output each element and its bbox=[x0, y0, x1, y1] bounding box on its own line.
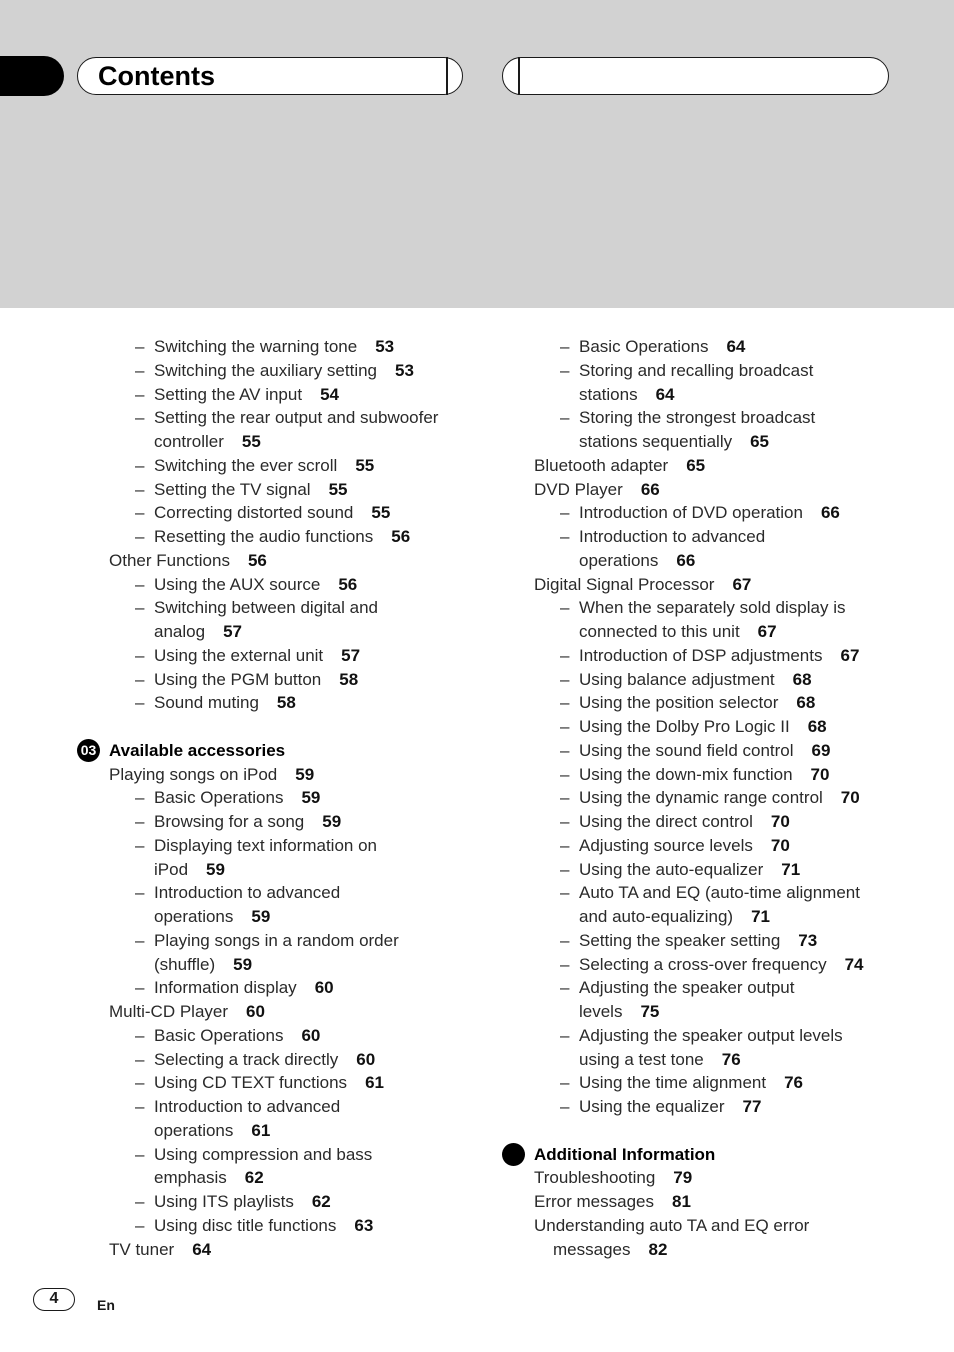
toc-page-number: 59 bbox=[322, 812, 342, 831]
toc-entry-text: emphasis bbox=[154, 1168, 227, 1188]
dash-bullet: – bbox=[135, 527, 145, 546]
dash-bullet: – bbox=[560, 835, 570, 855]
toc-subentry[interactable] bbox=[560, 336, 746, 358]
toc-subentry[interactable] bbox=[560, 407, 816, 429]
toc-entry-text: analog bbox=[154, 622, 206, 641]
dash-bullet: – bbox=[560, 1073, 570, 1093]
toc-page-number: 65 bbox=[686, 455, 706, 475]
toc-subentry[interactable] bbox=[560, 1096, 762, 1118]
toc-entry-text: Switching the ever scroll bbox=[154, 455, 338, 475]
toc-subentry[interactable] bbox=[135, 787, 321, 809]
toc-subentry[interactable] bbox=[560, 526, 766, 548]
toc-subentry[interactable] bbox=[135, 1191, 331, 1213]
toc-entry-text: When the separately sold display is bbox=[579, 598, 846, 618]
toc-entry-text: Switching the auxiliary setting bbox=[154, 360, 378, 380]
dash-bullet: – bbox=[135, 1073, 145, 1093]
dash-bullet: – bbox=[135, 455, 145, 475]
dash-bullet: – bbox=[560, 598, 570, 618]
toc-entry-continuation[interactable] bbox=[154, 1167, 264, 1189]
dash-bullet: – bbox=[560, 717, 570, 736]
toc-subentry[interactable] bbox=[560, 692, 816, 714]
toc-entry[interactable] bbox=[534, 479, 660, 501]
toc-page-number: 66 bbox=[640, 479, 660, 499]
dash-bullet: – bbox=[560, 645, 570, 665]
toc-entry-text: Using the dynamic range control bbox=[579, 788, 823, 808]
toc-entry-text: connected to this unit bbox=[579, 622, 740, 641]
toc-entry-text: Introduction to advanced bbox=[579, 527, 766, 546]
toc-page-number: 66 bbox=[820, 503, 840, 523]
dash-bullet: – bbox=[135, 337, 145, 356]
toc-page-number: 60 bbox=[314, 978, 334, 998]
dash-bullet: – bbox=[135, 1049, 145, 1069]
toc-subentry[interactable] bbox=[135, 692, 296, 714]
toc-entry-continuation[interactable] bbox=[154, 859, 225, 881]
toc-entry-text: Adjusting the speaker output bbox=[579, 978, 795, 998]
toc-subentry[interactable] bbox=[560, 954, 864, 976]
toc-page-number: 71 bbox=[781, 859, 801, 879]
dash-bullet: – bbox=[560, 740, 570, 760]
toc-entry-text: Adjusting the speaker output levels bbox=[579, 1025, 843, 1045]
toc-page-number: 65 bbox=[750, 432, 770, 451]
blank-frame bbox=[502, 57, 889, 95]
toc-subentry[interactable] bbox=[560, 930, 818, 952]
toc-entry-continuation[interactable] bbox=[154, 1120, 270, 1142]
toc-subentry[interactable] bbox=[135, 645, 361, 667]
toc-entry-text: Using the direct control bbox=[579, 812, 753, 831]
toc-entry-text: Basic Operations bbox=[154, 1025, 284, 1045]
toc-page-number: 56 bbox=[247, 550, 267, 570]
toc-entry-text: iPod bbox=[154, 859, 189, 879]
dash-bullet: – bbox=[135, 1192, 145, 1211]
toc-entry-text: Using compression and bass bbox=[154, 1144, 373, 1164]
toc-page-number: 71 bbox=[751, 907, 770, 926]
toc-page-number: 59 bbox=[233, 954, 253, 974]
toc-entry-text: Using the Dolby Pro Logic II bbox=[579, 717, 790, 736]
page-number: 4 bbox=[33, 1288, 75, 1311]
chapter-badge-icon: 03 bbox=[77, 739, 100, 762]
toc-page-number: 67 bbox=[840, 645, 860, 665]
toc-subentry[interactable] bbox=[560, 764, 830, 786]
toc-entry-text: Available accessories bbox=[109, 740, 286, 760]
toc-entry-text: Error messages bbox=[534, 1192, 654, 1211]
dash-bullet: – bbox=[560, 669, 570, 689]
toc-page-number: 54 bbox=[320, 384, 339, 404]
dash-bullet: – bbox=[135, 360, 145, 380]
toc-entry-text: operations bbox=[154, 1120, 234, 1140]
toc-subentry[interactable] bbox=[135, 574, 358, 596]
toc-entry-text: Auto TA and EQ (auto-time alignment bbox=[579, 883, 860, 903]
toc-entry-text: Setting the TV signal bbox=[154, 479, 311, 499]
toc-page-number: 55 bbox=[241, 432, 261, 451]
toc-page-number: 82 bbox=[648, 1239, 668, 1259]
blank-frame-divider bbox=[518, 57, 520, 95]
toc-entry-text: Resetting the audio functions bbox=[154, 527, 374, 546]
toc-page-number: 74 bbox=[844, 954, 864, 974]
toc-entry-text: Playing songs in a random order bbox=[154, 930, 399, 950]
dash-bullet: – bbox=[135, 669, 145, 689]
toc-entry-text: levels bbox=[579, 1002, 623, 1021]
toc-subentry[interactable] bbox=[135, 336, 395, 358]
toc-entry-text: Introduction to advanced bbox=[154, 1097, 341, 1116]
toc-page-number: 56 bbox=[338, 574, 358, 594]
dash-bullet: – bbox=[135, 812, 145, 831]
toc-subentry[interactable] bbox=[135, 384, 339, 406]
page-title: Contents bbox=[98, 61, 215, 91]
toc-page-number: 75 bbox=[640, 1002, 660, 1021]
toc-entry-text: Using the PGM button bbox=[154, 669, 322, 689]
toc-page-number: 62 bbox=[311, 1192, 331, 1211]
dash-bullet: – bbox=[135, 1097, 145, 1116]
dash-bullet: – bbox=[135, 788, 145, 808]
toc-entry-text: Setting the rear output and subwoofer bbox=[154, 408, 439, 428]
toc-entry-text: Using the auto-equalizer bbox=[579, 859, 764, 879]
toc-subentry[interactable] bbox=[135, 669, 359, 691]
toc-entry-text: (shuffle) bbox=[154, 954, 216, 974]
toc-entry-continuation[interactable] bbox=[579, 550, 695, 572]
toc-entry-continuation[interactable] bbox=[154, 431, 261, 453]
toc-entry[interactable] bbox=[534, 1167, 692, 1189]
toc-entry-text: operations bbox=[579, 550, 659, 570]
toc-page-number: 61 bbox=[365, 1073, 384, 1093]
toc-subentry[interactable] bbox=[135, 882, 341, 904]
toc-subentry[interactable] bbox=[135, 1215, 374, 1237]
toc-entry-text: messages bbox=[553, 1239, 631, 1259]
toc-subentry[interactable] bbox=[135, 1144, 373, 1166]
dash-bullet: – bbox=[135, 645, 145, 665]
toc-entry-text: Multi-CD Player bbox=[109, 1002, 229, 1021]
toc-page-number: 77 bbox=[742, 1097, 762, 1116]
dash-bullet: – bbox=[560, 788, 570, 808]
title-frame bbox=[77, 57, 463, 95]
toc-entry-text: and auto-equalizing) bbox=[579, 907, 734, 926]
toc-entry[interactable] bbox=[534, 1191, 691, 1213]
toc-entry-text: Using the external unit bbox=[154, 645, 324, 665]
toc-page-number: 69 bbox=[811, 740, 831, 760]
toc-subentry[interactable] bbox=[560, 882, 860, 904]
toc-entry-text: Information display bbox=[154, 978, 297, 998]
toc-subentry[interactable] bbox=[135, 1096, 341, 1118]
toc-entry-text: Digital Signal Processor bbox=[534, 574, 715, 594]
toc-page-number: 70 bbox=[810, 764, 830, 784]
toc-entry-text: Adjusting source levels bbox=[579, 835, 753, 855]
toc-entry-text: operations bbox=[154, 907, 234, 926]
toc-page-number: 59 bbox=[295, 764, 315, 784]
toc-entry-text: TV tuner bbox=[109, 1239, 175, 1259]
dash-bullet: – bbox=[560, 954, 570, 974]
toc-subentry[interactable] bbox=[560, 669, 812, 691]
toc-entry-continuation[interactable] bbox=[579, 1049, 741, 1071]
toc-page-number: 64 bbox=[726, 337, 746, 356]
dash-bullet: – bbox=[560, 337, 570, 356]
dash-bullet: – bbox=[560, 408, 570, 428]
section-tab-marker bbox=[0, 56, 64, 96]
toc-entry-text: Using the down-mix function bbox=[579, 764, 793, 784]
toc-entry-text: Basic Operations bbox=[579, 337, 709, 356]
toc-entry-text: Switching the warning tone bbox=[154, 337, 358, 356]
toc-entry-text: Selecting a cross-over frequency bbox=[579, 954, 827, 974]
toc-entry-text: stations bbox=[579, 384, 638, 404]
dash-bullet: – bbox=[135, 598, 145, 618]
toc-entry-text: stations sequentially bbox=[579, 432, 733, 451]
toc-page-number: 67 bbox=[732, 574, 752, 594]
toc-entry-continuation[interactable] bbox=[579, 621, 777, 643]
toc-page-number: 61 bbox=[251, 1120, 271, 1140]
toc-entry[interactable] bbox=[534, 455, 705, 477]
toc-entry-text: Using the AUX source bbox=[154, 574, 321, 594]
dash-bullet: – bbox=[135, 384, 145, 404]
toc-subentry[interactable] bbox=[135, 977, 334, 999]
toc-page-number: 53 bbox=[375, 337, 395, 356]
toc-entry-text: Other Functions bbox=[109, 550, 230, 570]
toc-subentry[interactable] bbox=[560, 1025, 843, 1047]
toc-page-number: 68 bbox=[807, 717, 827, 736]
toc-entry-continuation[interactable] bbox=[154, 906, 270, 928]
toc-entry-text: Introduction of DVD operation bbox=[579, 503, 803, 523]
title-frame-divider bbox=[446, 57, 448, 95]
dash-bullet: – bbox=[560, 527, 570, 546]
dash-bullet: – bbox=[560, 1097, 570, 1116]
toc-page-number: 55 bbox=[328, 479, 348, 499]
toc-entry-text: Setting the AV input bbox=[154, 384, 303, 404]
toc-page-number: 76 bbox=[721, 1049, 741, 1069]
toc-entry-text: Correcting distorted sound bbox=[154, 503, 354, 523]
toc-subentry[interactable] bbox=[135, 502, 391, 524]
toc-page-number: 60 bbox=[301, 1025, 321, 1045]
toc-entry-text: Troubleshooting bbox=[534, 1168, 656, 1188]
toc-subentry[interactable] bbox=[135, 835, 378, 857]
toc-entry[interactable] bbox=[109, 1001, 265, 1023]
toc-entry-continuation[interactable] bbox=[579, 431, 769, 453]
toc-entry-text: Playing songs on iPod bbox=[109, 764, 278, 784]
toc-entry-text: DVD Player bbox=[534, 479, 623, 499]
toc-page-number: 70 bbox=[770, 835, 790, 855]
toc-subentry[interactable] bbox=[135, 1072, 384, 1094]
toc-entry[interactable] bbox=[109, 1239, 211, 1261]
dash-bullet: – bbox=[135, 479, 145, 499]
toc-entry-text: Selecting a track directly bbox=[154, 1049, 339, 1069]
toc-entry-text: Using disc title functions bbox=[154, 1215, 337, 1235]
toc-entry-continuation[interactable] bbox=[579, 906, 770, 928]
toc-page-number: 62 bbox=[244, 1168, 264, 1188]
toc-subentry[interactable] bbox=[560, 597, 846, 619]
toc-page-number: 66 bbox=[676, 550, 696, 570]
dash-bullet: – bbox=[560, 764, 570, 784]
toc-subentry[interactable] bbox=[135, 360, 414, 382]
toc-page-number: 58 bbox=[339, 669, 359, 689]
toc-entry-text: controller bbox=[154, 432, 224, 451]
dash-bullet: – bbox=[560, 930, 570, 950]
toc-subentry[interactable] bbox=[135, 930, 399, 952]
toc-entry-text: Additional Information bbox=[534, 1144, 716, 1164]
toc-entry-continuation[interactable] bbox=[553, 1239, 667, 1261]
toc-subentry[interactable] bbox=[560, 787, 860, 809]
toc-subentry[interactable] bbox=[135, 811, 342, 833]
toc-section-heading[interactable] bbox=[80, 740, 286, 762]
toc-subentry[interactable] bbox=[135, 1025, 321, 1047]
toc-entry-text: Storing and recalling broadcast bbox=[579, 360, 814, 380]
toc-entry-text: Browsing for a song bbox=[154, 812, 305, 831]
toc-page-number: 81 bbox=[671, 1192, 691, 1211]
toc-page-number: 60 bbox=[246, 1002, 265, 1021]
toc-page-number: 79 bbox=[673, 1168, 693, 1188]
toc-entry-text: Basic Operations bbox=[154, 788, 284, 808]
toc-entry-continuation[interactable] bbox=[579, 1001, 659, 1023]
toc-page-number: 73 bbox=[798, 930, 818, 950]
toc-page-number: 57 bbox=[341, 645, 361, 665]
dash-bullet: – bbox=[135, 1144, 145, 1164]
toc-entry-text: Bluetooth adapter bbox=[534, 455, 669, 475]
toc-subentry[interactable] bbox=[135, 455, 375, 477]
toc-subentry[interactable] bbox=[560, 977, 795, 999]
toc-entry[interactable] bbox=[109, 764, 314, 786]
toc-subentry[interactable] bbox=[135, 597, 378, 619]
dash-bullet: – bbox=[135, 978, 145, 998]
toc-page-number: 64 bbox=[655, 384, 675, 404]
toc-page-number: 60 bbox=[356, 1049, 376, 1069]
toc-subentry[interactable] bbox=[560, 502, 840, 524]
dash-bullet: – bbox=[560, 503, 570, 523]
toc-entry-text: Using the sound field control bbox=[579, 740, 794, 760]
dash-bullet: – bbox=[135, 883, 145, 903]
toc-page-number: 63 bbox=[354, 1215, 374, 1235]
toc-entry-continuation[interactable] bbox=[154, 954, 252, 976]
toc-page-number: 76 bbox=[784, 1073, 804, 1093]
toc-subentry[interactable] bbox=[560, 859, 801, 881]
toc-subentry[interactable] bbox=[135, 1049, 376, 1071]
toc-page-number: 68 bbox=[792, 669, 812, 689]
header-band bbox=[0, 0, 954, 308]
toc-page-number: 70 bbox=[840, 788, 860, 808]
dash-bullet: – bbox=[135, 1215, 145, 1235]
dash-bullet: – bbox=[135, 930, 145, 950]
toc-entry-text: Using the time alignment bbox=[579, 1073, 767, 1093]
toc-page-number: 59 bbox=[251, 907, 271, 926]
dash-bullet: – bbox=[135, 408, 145, 428]
dash-bullet: – bbox=[135, 693, 145, 713]
dash-bullet: – bbox=[560, 812, 570, 831]
toc-subentry[interactable] bbox=[560, 811, 790, 833]
dash-bullet: – bbox=[135, 503, 145, 523]
toc-entry-text: Introduction to advanced bbox=[154, 883, 341, 903]
dash-bullet: – bbox=[560, 978, 570, 998]
dash-bullet: – bbox=[560, 859, 570, 879]
toc-entry-continuation[interactable] bbox=[579, 384, 675, 406]
dash-bullet: – bbox=[560, 883, 570, 903]
toc-entry-text: Using CD TEXT functions bbox=[154, 1073, 348, 1093]
toc-page-number: 68 bbox=[796, 693, 816, 713]
toc-entry-text: Using ITS playlists bbox=[154, 1192, 294, 1211]
dash-bullet: – bbox=[135, 835, 145, 855]
toc-entry-text: Introduction of DSP adjustments bbox=[579, 645, 823, 665]
chapter-badge-icon bbox=[502, 1143, 525, 1166]
toc-section-heading[interactable] bbox=[534, 1144, 715, 1166]
toc-entry-text: using a test tone bbox=[579, 1049, 704, 1069]
toc-page-number: 53 bbox=[395, 360, 414, 380]
toc-page-number: 59 bbox=[206, 859, 225, 879]
dash-bullet: – bbox=[135, 574, 145, 594]
toc-subentry[interactable] bbox=[560, 1072, 804, 1094]
toc-subentry[interactable] bbox=[560, 360, 814, 382]
toc-subentry[interactable] bbox=[135, 479, 348, 501]
toc-entry-text: Setting the speaker setting bbox=[579, 930, 781, 950]
language-code: En bbox=[97, 1297, 115, 1313]
toc-entry[interactable] bbox=[534, 574, 751, 596]
toc-page-number: 59 bbox=[301, 788, 321, 808]
toc-page-number: 55 bbox=[355, 455, 375, 475]
toc-entry-text: Storing the strongest broadcast bbox=[579, 408, 816, 428]
toc-entry-text: Understanding auto TA and EQ error bbox=[534, 1215, 810, 1235]
toc-subentry[interactable] bbox=[135, 526, 411, 548]
toc-entry-continuation[interactable] bbox=[154, 621, 242, 643]
toc-entry-text: Using the position selector bbox=[579, 693, 779, 713]
toc-subentry[interactable] bbox=[135, 407, 439, 429]
toc-subentry[interactable] bbox=[560, 835, 790, 857]
toc-subentry[interactable] bbox=[560, 716, 827, 738]
dash-bullet: – bbox=[560, 360, 570, 380]
toc-page-number: 55 bbox=[371, 503, 391, 523]
toc-subentry[interactable] bbox=[560, 645, 860, 667]
toc-entry-text: Using balance adjustment bbox=[579, 669, 775, 689]
toc-page-number: 58 bbox=[276, 693, 296, 713]
toc-entry-text: Using the equalizer bbox=[579, 1097, 725, 1116]
dash-bullet: – bbox=[135, 1025, 145, 1045]
toc-subentry[interactable] bbox=[560, 740, 831, 762]
toc-page-number: 64 bbox=[192, 1239, 212, 1259]
toc-entry-text: Displaying text information on bbox=[154, 835, 378, 855]
toc-page-number: 67 bbox=[757, 622, 777, 641]
dash-bullet: – bbox=[560, 1025, 570, 1045]
toc-entry[interactable] bbox=[109, 550, 267, 572]
toc-page-number: 57 bbox=[223, 622, 242, 641]
toc-entry-text: Sound muting bbox=[154, 693, 259, 713]
toc-entry-text: Switching between digital and bbox=[154, 598, 378, 618]
dash-bullet: – bbox=[560, 693, 570, 713]
toc-entry[interactable] bbox=[534, 1215, 809, 1237]
toc-page-number: 56 bbox=[391, 527, 411, 546]
toc-page-number: 70 bbox=[770, 812, 790, 831]
